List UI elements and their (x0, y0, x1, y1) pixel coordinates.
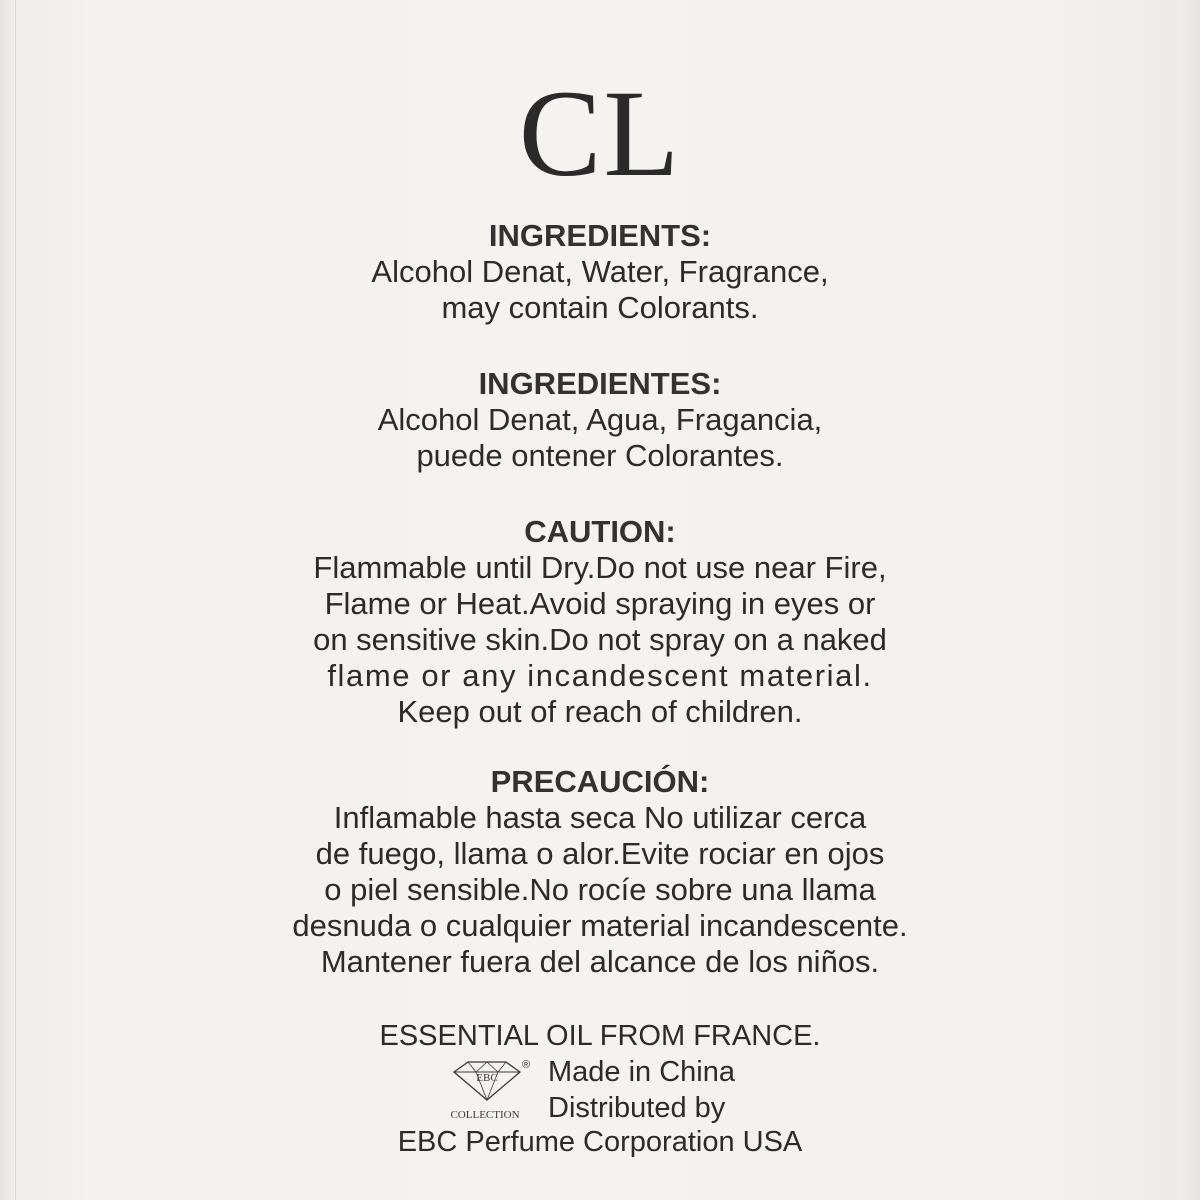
caution-es-line: Inflamable hasta seca No utilizar cerca (333, 800, 867, 835)
ingredients-es-line: Alcohol Denat, Agua, Fragancia, (377, 402, 823, 437)
ingredients-en-heading: INGREDIENTS: (488, 218, 712, 253)
ingredients-en-line: Alcohol Denat, Water, Fragrance, (371, 254, 829, 289)
registered-mark: ® (521, 1059, 531, 1071)
ingredients-es-heading: INGREDIENTES: (478, 366, 722, 401)
caution-en-line: on sensitive skin.Do not spray on a naked (313, 622, 887, 657)
diamond-logo-icon (440, 1054, 540, 1124)
caution-es-line: Mantener fuera del alcance de los niños. (320, 944, 880, 979)
ingredients-es-line: puede ontener Colorantes. (416, 438, 784, 473)
ingredients-en-section (0, 218, 1200, 326)
manufacturer-row (0, 1054, 1200, 1126)
manufacturer-text (548, 1054, 735, 1126)
caution-es-section (0, 764, 1200, 980)
ingredients-es-section (0, 366, 1200, 474)
caution-en-section (0, 514, 1200, 730)
caution-en-line: Flammable until Dry.Do not use near Fire, (313, 550, 887, 585)
logo-mark: EBC (476, 1072, 498, 1084)
brand-title: CL (518, 65, 682, 202)
caution-en-line: Keep out of reach of children. (397, 694, 803, 729)
logo-caption: COLLECTION (450, 1109, 520, 1121)
company-line: EBC Perfume Corporation USA (397, 1126, 803, 1158)
caution-es-line: desnuda o cualquier material incandescente. (292, 908, 908, 943)
caution-es-line: o piel sensible.No rocíe sobre una llama (324, 872, 876, 907)
ingredients-en-line: may contain Colorants. (441, 290, 759, 325)
made-in-line: Made in China (548, 1056, 735, 1088)
caution-en-heading: CAUTION: (524, 514, 676, 549)
caution-es-line: de fuego, llama o alor.Evite rociar en ojos (315, 836, 885, 871)
caution-es-heading: PRECAUCIÓN: (490, 764, 710, 799)
caution-en-line: Flame or Heat.Avoid spraying in eyes or (324, 586, 876, 621)
caution-en-line: flame or any incandescent material. (327, 658, 873, 693)
essential-oil-line: ESSENTIAL OIL FROM FRANCE. (379, 1020, 821, 1052)
distributed-by-line: Distributed by (548, 1092, 726, 1124)
